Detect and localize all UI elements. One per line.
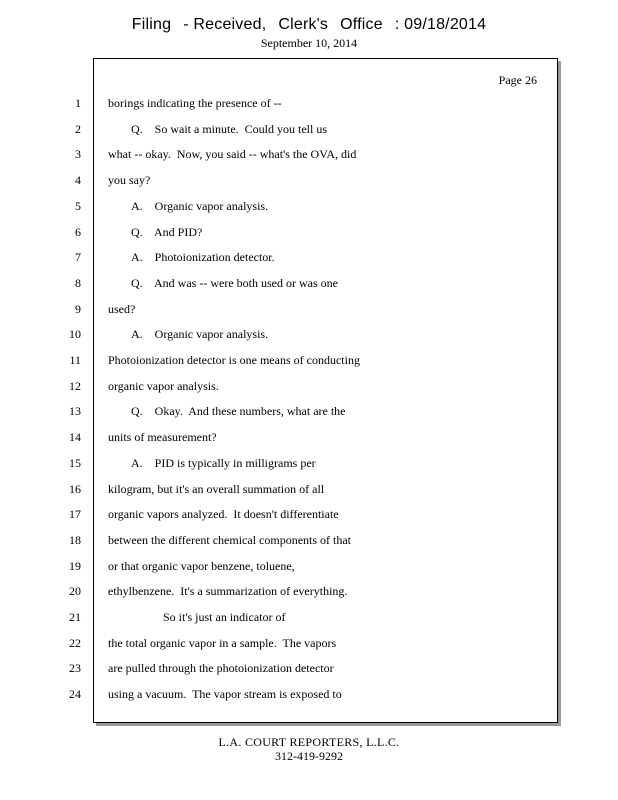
filing-date: : 09/18/2014 (394, 16, 487, 33)
transcript-line: are pulled through the photoionization detector (108, 661, 334, 676)
line-number: 1 (75, 96, 81, 110)
transcript-page (69, 58, 558, 723)
line-number: 24 (69, 687, 81, 702)
transcript-line: units of measurement? (108, 430, 217, 445)
transcript-line: organic vapor analysis. (108, 378, 219, 393)
transcript-line: organic vapors analyzed. It doesn't differentiate (108, 507, 339, 522)
transcript-line: what -- okay. Now, you said -- what's the OVA, did (108, 147, 357, 162)
transcript-line: Q. And PID? (131, 224, 203, 239)
transcript-line: A. Organic vapor analysis. (131, 198, 269, 213)
transcript-line: the total organic vapor in a sample. The vapors (108, 635, 337, 650)
page-number: Page 26 (498, 73, 537, 87)
line-number: 13 (69, 404, 81, 419)
transcript-line: using a vacuum. The vapor stream is exposed to (108, 687, 342, 702)
line-number: 18 (69, 532, 81, 547)
line-number: 19 (69, 558, 81, 573)
line-number: 16 (69, 481, 81, 496)
line-number: 5 (75, 198, 81, 213)
line-number: 4 (75, 173, 81, 188)
transcript-line: So it's just an indicator of (163, 610, 286, 624)
line-number: 14 (69, 430, 81, 445)
transcript-line: Q. So wait a minute. Could you tell us (131, 121, 327, 136)
transcript-line: between the different chemical components of that (108, 532, 352, 547)
line-number: 15 (69, 455, 81, 470)
line-number: 9 (75, 301, 81, 316)
line-number: 2 (75, 121, 81, 136)
filing-word: Filing (131, 16, 172, 33)
received-word: - Received, (183, 16, 267, 33)
line-number: 3 (75, 147, 81, 162)
transcript-line: kilogram, but it's an overall summation of all (108, 481, 325, 496)
transcript-line: borings indicating the presence of -- (108, 96, 282, 110)
deposition-date: September 10, 2014 (260, 36, 358, 50)
court-reporter-firm: L.A. COURT REPORTERS, L.L.C. (218, 735, 400, 749)
transcript-line: A. Organic vapor analysis. (131, 327, 269, 342)
line-number: 23 (69, 661, 81, 676)
line-number: 17 (69, 507, 81, 522)
line-number: 6 (75, 224, 81, 239)
transcript-line: A. PID is typically in milligrams per (131, 455, 316, 470)
transcript-line: Photoionization detector is one means of conducting (108, 353, 360, 367)
line-number: 22 (69, 635, 81, 650)
line-number: 7 (75, 250, 81, 265)
line-number: 12 (69, 378, 81, 393)
line-number: 21 (69, 610, 81, 624)
filing-stamp-header (0, 16, 618, 34)
transcript-line: or that organic vapor benzene, toluene, (108, 558, 295, 573)
transcript-line: A. Photoionization detector. (131, 250, 275, 265)
transcript-line: ethylbenzene. It's a summarization of everything. (108, 584, 348, 599)
line-number: 20 (69, 584, 81, 599)
line-number: 8 (75, 275, 81, 290)
line-number: 11 (69, 353, 81, 367)
transcript-line: used? (108, 301, 136, 316)
court-reporter-phone: 312-419-9292 (275, 749, 343, 763)
clerk-word: Clerk's (278, 16, 329, 33)
office-word: Office (340, 16, 383, 33)
transcript-line: Q. And was -- were both used or was one (131, 275, 338, 290)
transcript-line: you say? (108, 173, 151, 188)
line-number: 10 (69, 327, 81, 342)
transcript-line: Q. Okay. And these numbers, what are the (131, 404, 346, 419)
